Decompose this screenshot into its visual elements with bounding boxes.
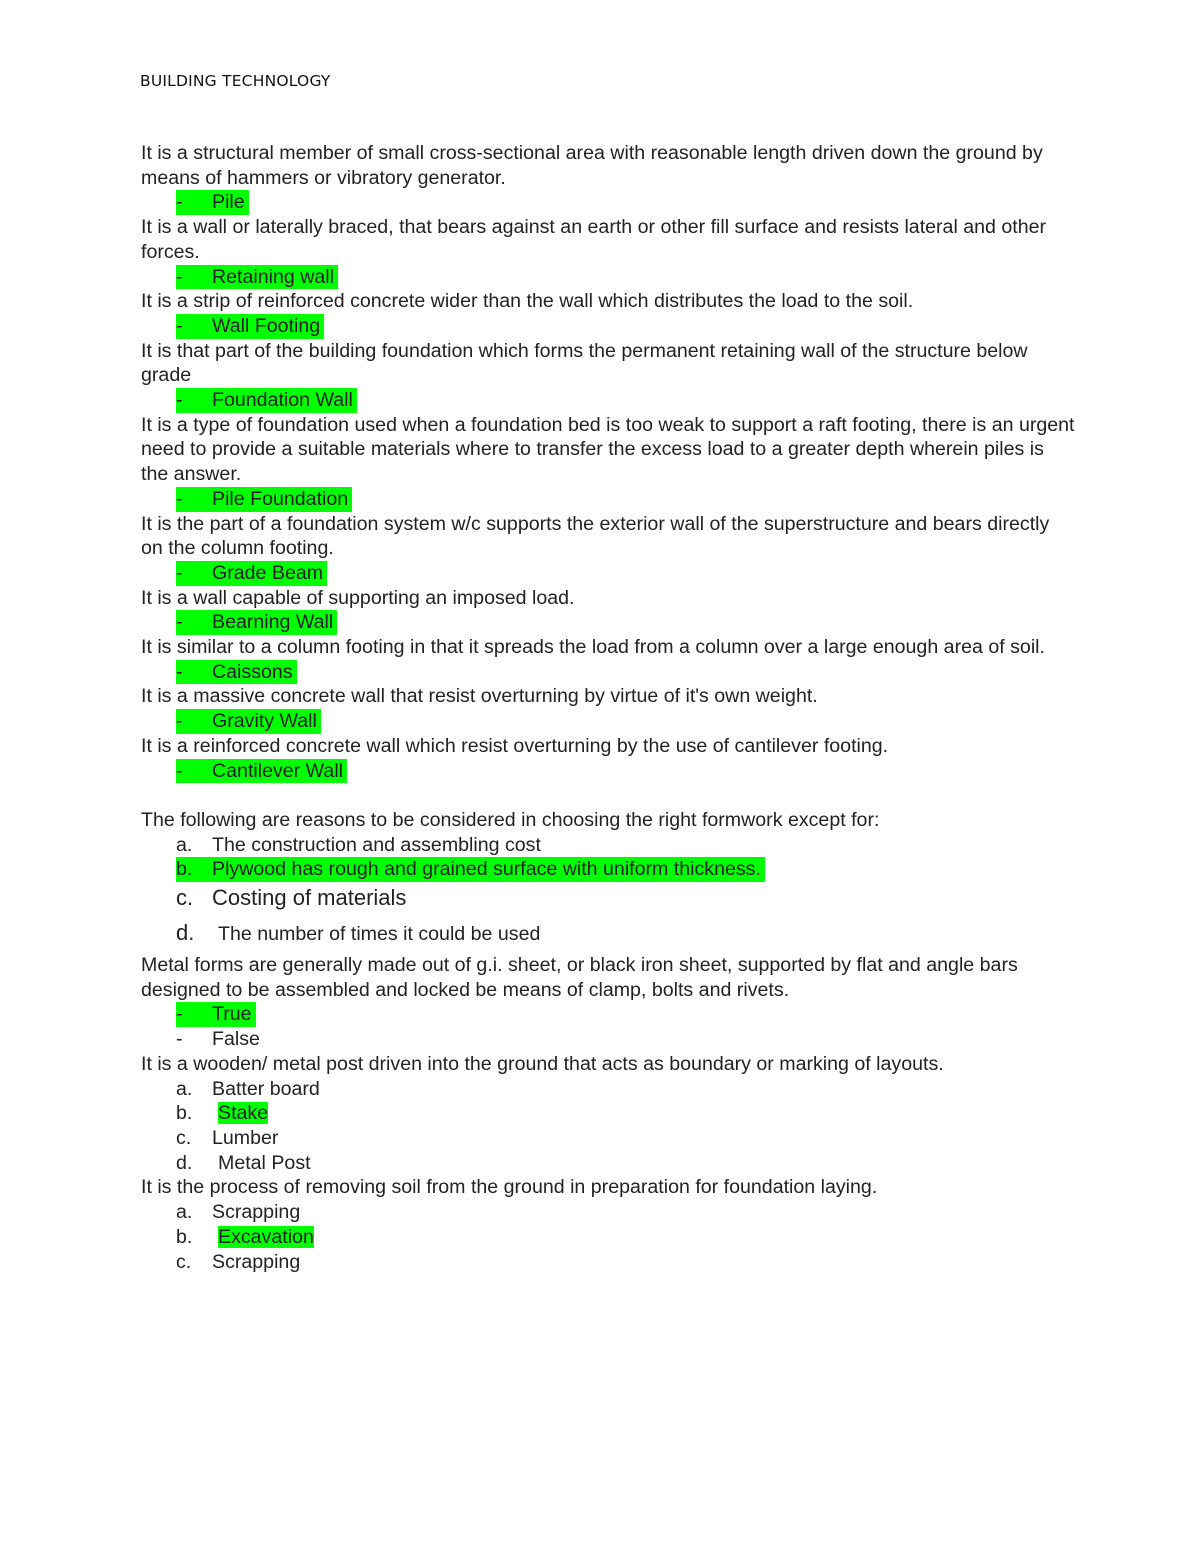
option-marker: a. [176,1077,193,1100]
option-marker: c. [176,885,194,911]
answer-item [141,265,1076,290]
question-text: It is the process of removing soil from the ground in preparation for foundation laying. [141,1176,878,1199]
dash-marker: - [176,314,183,337]
dash-marker: - [176,561,183,584]
answer-text: Bearning Wall [212,611,334,634]
option-text: Metal Post [218,1151,311,1174]
option-marker: a. [176,1201,193,1224]
question-text: It is the part of a foundation system w/c supports the exterior wall of the superstructure and bears directly on the column footing. [141,512,1050,560]
option-item [141,833,1076,858]
question-text: It is a structural member of small cross-sectional area with reasonable length driven down the ground by means of hammers or vibratory generator. [141,142,1043,189]
answer-text: Foundation Wall [212,389,353,412]
question-text: The following are reasons to be considered in choosing the right formwork except for: [141,808,880,831]
option-text: The construction and assembling cost [212,833,541,856]
question-text: It is a reinforced concrete wall which resist overturning by the use of cantilever footing. [141,734,889,757]
option-text: Plywood has rough and grained surface with uniform thickness. [212,858,761,881]
dash-marker: - [176,265,183,288]
option-item [141,1151,1076,1176]
question-text: Metal forms are generally made out of g.i. sheet, or black iron sheet, supported by flat and angle bars designed to be assembled and locked be means of clamp, bolts and rivets. [141,954,1018,1001]
dash-marker: - [176,487,183,510]
option-text: True [212,1003,252,1026]
question-text: It is a type of foundation used when a foundation bed is too weak to support a raft footing, there is an urgent need to provide a suitable materials where to transfer the excess load to a greater depth wherein piles is the answer. [141,413,1075,486]
answer-item [141,709,1076,734]
option-text: Excavation [218,1225,314,1248]
option-item [141,1027,1076,1052]
option-marker: b. [176,858,193,881]
answer-text: Retaining wall [212,265,334,288]
option-marker: d. [176,1151,193,1174]
option-item [141,1200,1076,1225]
answer-text: Cantilever Wall [212,759,344,782]
option-item [141,1126,1076,1151]
question-text: It is a wooden/ metal post driven into the ground that acts as boundary or marking of layouts. [141,1052,944,1075]
option-item-correct [141,1101,1076,1126]
blank-line [141,783,1076,808]
option-item [141,1250,1076,1275]
answer-item [141,190,1076,215]
answer-text: Caissons [212,660,293,683]
answer-item [141,388,1076,413]
dash-marker: - [176,660,183,683]
answer-text: Pile Foundation [212,487,349,510]
dash-marker: - [176,1003,183,1026]
question-text: It is a massive concrete wall that resist overturning by virtue of it's own weight. [141,685,818,708]
option-text: Stake [218,1102,269,1125]
answer-text: Grade Beam [212,561,324,584]
dash-marker: - [176,710,183,733]
option-item-correct [141,857,1076,882]
option-marker: b. [176,1102,193,1125]
option-marker: a. [176,833,193,856]
option-marker: c. [176,1250,192,1273]
dash-marker: - [176,389,183,412]
question-text: It is that part of the building foundation which forms the permanent retaining wall of the structure below grade [141,339,1028,387]
answer-item [141,314,1076,339]
option-text: Scrapping [212,1201,301,1224]
answer-text: Wall Footing [212,314,321,337]
dash-marker: - [176,759,183,782]
page-header: BUILDING TECHNOLOGY [140,72,331,90]
question-text: It is a strip of reinforced concrete wider than the wall which distributes the load to the soil. [141,290,914,313]
option-text: Scrapping [212,1250,301,1273]
option-text: Costing of materials [212,885,407,911]
option-text: Lumber [212,1127,279,1149]
option-text: False [212,1028,260,1051]
dash-marker: - [176,191,183,214]
option-text: Batter board [212,1077,320,1100]
option-item [141,1077,1076,1102]
document-body [141,141,1076,1274]
answer-item [141,561,1076,586]
dash-marker: - [176,611,183,634]
option-marker: b. [176,1225,193,1248]
option-item [141,914,1076,953]
answer-item [141,759,1076,784]
question-text: It is a wall capable of supporting an imposed load. [141,586,575,609]
option-item-correct [141,1225,1076,1250]
dash-marker: - [176,1028,183,1051]
answer-item [141,487,1076,512]
answer-text: Gravity Wall [212,710,317,733]
option-item [141,882,1076,914]
answer-item [141,610,1076,635]
option-marker: d. [176,920,195,946]
answer-item [141,660,1076,685]
option-text: The number of times it could be used [218,923,541,946]
question-text: It is a wall or laterally braced, that bears against an earth or other fill surface and resists lateral and other forces. [141,216,1047,263]
option-item-correct [141,1002,1076,1027]
answer-text: Pile [212,191,245,214]
question-text: It is similar to a column footing in that it spreads the load from a column over a large enough area of soil. [141,636,1045,659]
option-marker: c. [176,1127,192,1149]
